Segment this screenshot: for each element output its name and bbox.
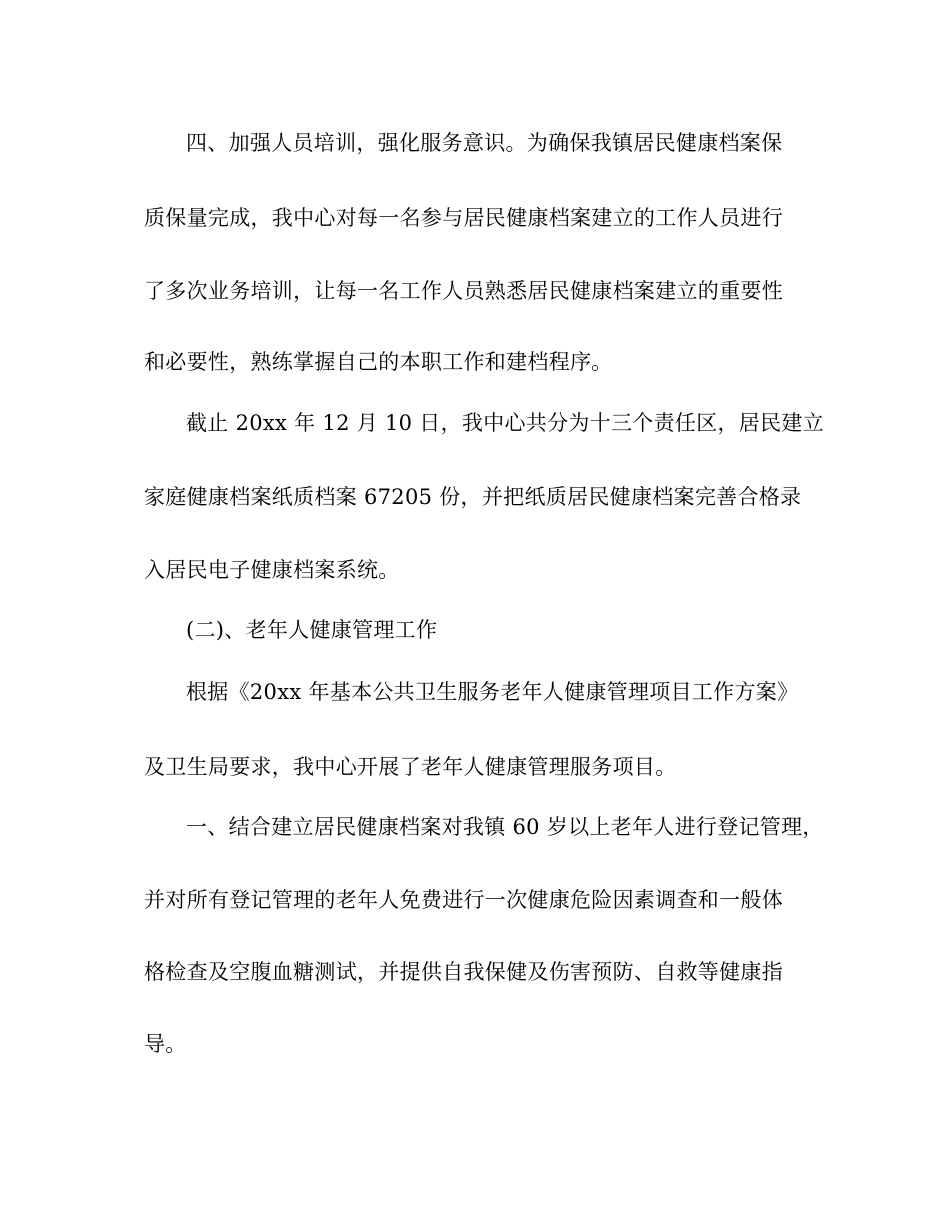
paragraph-training-line-2: 质保量完成，我中心对每一名参与居民健康档案建立的工作人员进行: [144, 206, 783, 230]
section-heading: (二)、老年人健康管理工作: [186, 618, 438, 642]
paragraph-training-line-1: 四、加强人员培训，强化服务意识。为确保我镇居民健康档案保: [186, 131, 783, 155]
paragraph-elderly-line-3: 格检查及空腹血糖测试，并提供自我保健及伤害预防、自救等健康指: [144, 960, 783, 984]
paragraph-plan-line-2: 及卫生局要求，我中心开展了老年人健康管理服务项目。: [144, 755, 677, 779]
paragraph-archive-line-3: 入居民电子健康档案系统。: [144, 558, 400, 582]
paragraph-training-line-4: 和必要性，熟练掌握自己的本职工作和建档程序。: [144, 350, 613, 374]
paragraph-training-line-3: 了多次业务培训，让每一名工作人员熟悉居民健康档案建立的重要性: [144, 279, 783, 303]
paragraph-elderly-line-1: 一、结合建立居民健康档案对我镇 60 岁以上老年人进行登记管理，: [186, 815, 824, 839]
paragraph-plan-line-1: 根据《20xx 年基本公共卫生服务老年人健康管理项目工作方案》: [186, 680, 799, 704]
paragraph-archive-line-1: 截止 20xx 年 12 月 10 日，我中心共分为十三个责任区，居民建立: [186, 411, 825, 435]
paragraph-elderly-line-4: 导。: [144, 1032, 187, 1056]
paragraph-archive-line-2: 家庭健康档案纸质档案 67205 份，并把纸质居民健康档案完善合格录: [144, 485, 802, 509]
paragraph-elderly-line-2: 并对所有登记管理的老年人免费进行一次健康危险因素调查和一般体: [144, 888, 783, 912]
